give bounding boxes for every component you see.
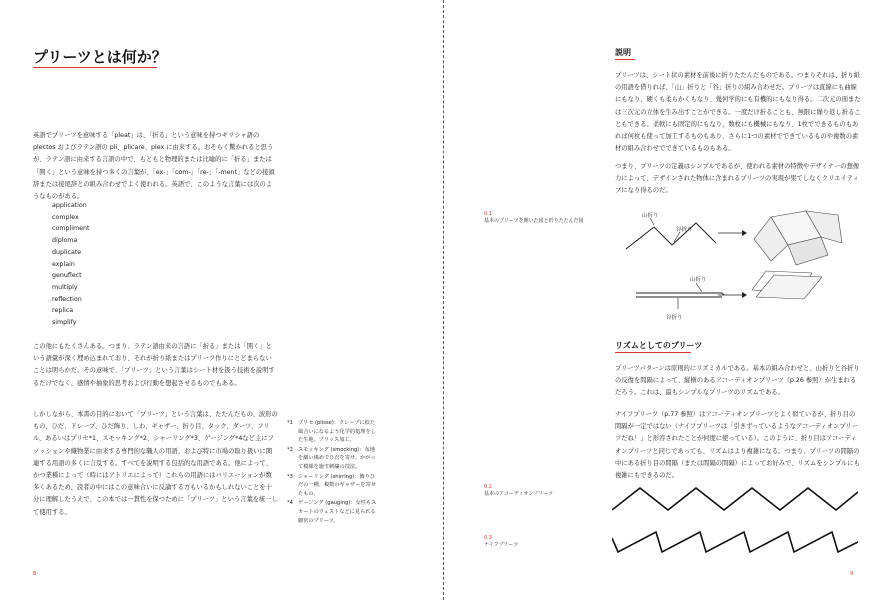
footnote-mark: *4: [287, 500, 293, 507]
latin-word-list: [52, 200, 89, 329]
label-mountain-fold: 山折り: [642, 213, 659, 219]
latin-word-item: [52, 223, 89, 235]
latin-word: genuflect: [52, 272, 82, 280]
footnote-item: [287, 473, 379, 499]
figure-caption-text: 基本のプリーツを開いた図と折りたたんだ図: [484, 218, 584, 224]
right-page: [446, 0, 888, 600]
latin-word: complex: [52, 213, 79, 221]
latin-word-item: [52, 305, 89, 317]
figure-caption-0-3: [484, 535, 518, 549]
section-heading-explain: 説明: [615, 48, 631, 57]
footnote-item: [287, 419, 379, 445]
opened-pleat-3d: [754, 211, 842, 265]
latin-word-item: [52, 282, 89, 294]
page-number-left: 8: [33, 571, 37, 577]
section-heading-rhythm: リズムとしてのプリーツ: [615, 341, 703, 350]
latin-word: compliment: [52, 225, 90, 233]
figure-caption-text: ナイフプリーツ: [484, 542, 519, 548]
figure-caption-text: 基本のアコーディオンプリーツ: [484, 491, 553, 497]
latin-word: explain: [52, 260, 75, 268]
heading-underline-2: [615, 352, 691, 353]
latin-word-item: [52, 294, 89, 306]
latin-word: simplify: [52, 319, 77, 327]
footnote-text: スモッキング (smocking)：布地を細い線めでひだを寄せ、かがって模様を施す刺繍の技法。: [298, 446, 376, 470]
figure-caption-0-2: [484, 484, 553, 498]
rhythm-paragraph-1: プリーツパターンは原則的にリズミカルである。基本の組み合わせと、山折りと谷折りの反復を間隔によって、縦横のあるアコーディオンプリーツ（p.26 参照）が生まれるだろう。これは、最もシンプルなプリーツのリズムである。: [615, 365, 860, 397]
body-paragraph-2: この他にもたくさんある。つまり、ラテン語由来の言語に「折る」または「開く」という語彙が深く埋め込まれており、それが折り紙またはプリーツ作りにとどまらないことは明らかだ。その意味で、「プリーツ」という言葉はシート材を扱う技術を説明するだけでなく、感情や抽象的思考および行動を想起させるものでもある。: [33, 343, 275, 387]
footnote-mark: *2: [287, 446, 293, 453]
footnote-list: [287, 419, 379, 526]
latin-word-item: [52, 212, 89, 224]
latin-word-item: [52, 247, 89, 259]
latin-word: application: [52, 202, 87, 209]
page-title: プリーツとは何か？: [33, 48, 167, 66]
page-fold-line: [443, 0, 444, 600]
knife-pleat-zigzag: [612, 524, 858, 558]
mountain-valley-line: [626, 218, 747, 249]
heading-underline: [615, 59, 635, 60]
footnote-text: ゲージング (gauging)：女性もスカートのウェストなどに見られる細密のプリーツ。: [298, 500, 377, 524]
rhythm-paragraph-2: ナイフプリーツ（p.77 参照）はアコーディオンプリーツとよく似ているが、折り目の間隔が一定ではない（ナイフプリーツは「引きずっているようなアコーディオンプリーツだね！」と形容されたことが何度に使っている）。このように、折り目はアコーディオンプリーツと同じであっても、リズムはより複雑になる。つまり、プリーツの間隔の中にある折り目の間隔（または間隔の間隔）によってお好みで、リズムをシンプルにも複雑にもできるのだ。: [615, 411, 860, 480]
explain-paragraph-1: プリーツは、シート状の素材を前後に折りたたんだものである。つまりそれは、折り紙の用語を借りれば、「山」折りと「谷」折りの組み合わせだ。プリーツは直線にも曲線にもなり、硬くも柔らかくもなり、幾何学的にも有機的にもなり得る。二次元の面または三次元の立体を生み出すことができる。一度だけ折ることも、無限に繰り返し折ることもできる。柔軟にも固定的にもなり、数枚にも機械にもなり、1枚でできるものもあれば何枚も使って加工するものもあり、さらに1つの素材でできているものや複数の素材の組み合わせでできているものもある。: [615, 72, 861, 153]
footnote-mark: *1: [287, 420, 293, 426]
footnote-item: [287, 499, 379, 525]
latin-word-item: [52, 317, 89, 329]
folded-line: [636, 283, 747, 309]
latin-word: duplicate: [52, 248, 82, 256]
latin-word-item: [52, 270, 89, 282]
footnote-item: [287, 446, 379, 472]
page-number-right: 9: [850, 571, 854, 577]
folded-pleat-3d: [752, 271, 822, 299]
footnote-text: シャーリング (shirring)：飾りひだの一種。複数のギャザーを寄せたもの。: [298, 473, 376, 497]
latin-word: reflection: [52, 295, 82, 303]
figure-number: 0.1: [484, 211, 492, 217]
latin-word-item: [52, 235, 89, 247]
title-underline: [33, 67, 157, 68]
fold-diagram: [616, 205, 856, 330]
latin-word: diploma: [52, 237, 78, 245]
label-valley-fold: 谷折り: [676, 227, 693, 233]
explain-paragraph-2: つまり、プリーツの定義はシンプルであるが、使われる素材の特徴やデザイナーの想像力によって、デザインされた物体に含まれるプリーツの実現が果てしなくクリエイティブになり得るのだ。: [615, 163, 860, 195]
body-paragraph-3: しかしながら、本書の目的において「プリーツ」という言葉は、たたんだもの、波形のもの、ひだ、ドレープ、ひだ飾り、しわ、ギャザー、折り目、タック、ダーツ、フリル、あるいはプリセ*1、スモッキング*2、シャーリング*3、ゲージング*4など主にファッションや織物業に由来する専門的な職人の用語、および特に市場の取り扱いに関連する用語の多くに言及する。すべてを説明する包括的な用語である。他によって、かつ業種によって（時にはアトリエによって）これらの用語にはバリエーションが数多くあるため、読者の中にはこの意味合いに反論する方もいるかもしれないことを十分に理解したうえで、この本では一貫性を保つために「プリーツ」という言葉を統一して使用する。: [33, 411, 278, 516]
label-mountain-fold-2: 山折り: [690, 277, 707, 283]
figure-number: 0.2: [484, 484, 492, 490]
intro-paragraph: 英語でプリーツを意味する「pleat」は、「折る」という意味を持つギリシャ語の plectos およびラテン語の pli、plicare、plex に由来する。おそらく驚かれると思うが、ラテン語に由来する言語の中で、もともと物理的または比喩的に「折る」または「開く」という意味を持つ多くの言葉が、「ex-」「com-」「re-」「-ment」などの接頭辞または接尾辞との組み合わせでよく使われる。英語で、このような言葉には次のようなものがある。: [33, 132, 275, 201]
left-page: [0, 0, 442, 600]
figure-number: 0.3: [484, 535, 492, 541]
accordion-pleat-zigzag: [612, 480, 858, 516]
footnote-mark: *3: [287, 473, 293, 480]
latin-word: replica: [52, 307, 74, 315]
figure-caption-0-1: [484, 211, 584, 225]
latin-word: multiply: [52, 283, 78, 291]
footnote-text: プリセ (plisse)：クレープに似た風合いになるよう化学的処理をした生地。プリッス加工。: [298, 420, 376, 444]
latin-word-item: [52, 200, 89, 212]
latin-word-item: [52, 259, 89, 271]
label-valley-fold-2: 谷折り: [666, 315, 683, 321]
